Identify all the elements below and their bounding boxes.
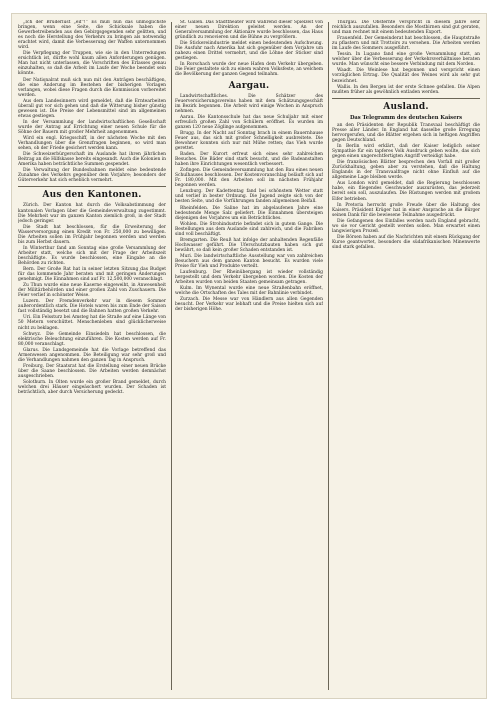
article-paragraph: Die Börsen haben auf die Nachrichten mit einem Rückgang der Kurse geantwortet, besonders die südafrikanischen Minenwerte sind stark gefallen.: [332, 234, 480, 250]
article-paragraph: In Pretoria herrscht große Freude über die Haltung des Kaisers. Präsident Krüger hat in einer Ansprache an die Bürger seinen Dank für die bewiesene Teilnahme ausgedrückt.: [332, 202, 480, 218]
article-paragraph: Aus London wird gemeldet, daß die Regierung beschlossen habe, ein fliegendes Geschwader auszurüsten, das jederzeit bereit sein soll, auszulaufen. Die Rüstungen werden mit großem Eifer betrieben.: [332, 181, 480, 202]
article-paragraph: Thurgau. Die Obsternte verspricht in diesem Jahre sehr reichlich auszufallen. Besonders die Mostbirnen sind gut geraten, und man rechnet mit einem bedeutenden Export.: [332, 20, 480, 36]
column-3: [332, 20, 480, 692]
article-paragraph: Solothurn. In Olten wurde ein großer Brand gemeldet, durch welchen drei Häuser eingeäschert wurden. Der Schaden ist beträchtlich, aber durch Versicherung gedeckt.: [18, 380, 166, 396]
article-paragraph: Zurzach. Die Messe war von Händlern aus allen Gegenden besucht. Der Verkehr war lebhaft und die Preise hielten sich auf der bisherigen Höhe.: [175, 297, 323, 313]
article-paragraph: In Winterthur fand am Sonntag eine große Versammlung der Arbeiter statt, welche sich mit der Frage der Arbeitszeit beschäftigte. Es wurde beschlossen, eine Eingabe an die Behörden zu richten.: [18, 245, 166, 266]
section-divider: [332, 98, 480, 99]
article-paragraph: Uri. Ein Felssturz bei Amsteg hat die Straße auf eine Länge von 50 Metern verschüttet. Menschenleben sind glücklicherweise nicht zu beklagen.: [18, 315, 166, 331]
article-paragraph: Zofingen. Die Gemeindeversammlung hat den Bau eines neuen Schulhauses beschlossen. Der Kostenvoranschlag beläuft sich auf Fr. 180,000. Mit den Arbeiten soll im nächsten Frühjahr begonnen werden.: [175, 168, 323, 189]
section-divider: [18, 186, 166, 187]
article-paragraph: Die Stadt hat beschlossen, für die Erweiterung der Wasserversorgung einen Kredit von Fr. 250,000 zu bewilligen. Die Arbeiten sollen im Frühjahr begonnen werden und werden bis zum Herbst dauern.: [18, 224, 166, 245]
column-divider: [328, 22, 329, 690]
article-paragraph: Lenzburg. Der Kadettentag fand bei schönstem Wetter statt und verlief in bester Ordnung. Die Jugend zeigte sich von der besten Seite, und die Vorführungen fanden allgemeinen Beifall.: [175, 189, 323, 205]
article-paragraph: Muri. Die landwirtschaftliche Ausstellung war von zahlreichen Besuchern aus dem ganzen Kanton besucht. Es wurden viele Preise für Vieh und Produkte verteilt.: [175, 253, 323, 270]
article-paragraph: Zu Thun wurde eine neue Kaserne eingeweiht, in Anwesenheit der Militärbehörden und einer großen Zahl von Zuschauern. Die Feier verlief in schönster Weise.: [18, 283, 166, 299]
article-paragraph: Freiburg. Der Staatsrat hat die Erstellung einer neuen Brücke über die Saane beschlossen. Die Arbeiten werden demnächst ausgeschrieben.: [18, 363, 166, 379]
article-paragraph: Luzern. Der Fremdenverkehr war in diesem Sommer außerordentlich stark. Die Hotels waren bis zum Ende der Saison fast vollständig besetzt und die Bahnen hatten großen Verkehr.: [18, 299, 166, 315]
column-divider: [171, 22, 172, 690]
article-paragraph: In Berlin wird erklärt, daß der Kaiser lediglich seiner Sympathie für ein tapferes Volk Ausdruck geben wollte, das sich gegen einen ungerechtfertigten Angriff verteidigt habe.: [332, 144, 480, 160]
article-paragraph: Glarus. Die Landsgemeinde hat die Vorlage betreffend das Armenwesen angenommen. Die Beteiligung war sehr groß und die Verhandlungen nahmen den ganzen Tag in Anspruch.: [18, 347, 166, 363]
article-paragraph: Wohlen. Die Strohindustrie befindet sich in gutem Gange. Die Bestellungen aus dem Auslande sind zahlreich, und die Fabriken sind voll beschäftigt.: [175, 221, 323, 237]
newspaper-page: [12, 14, 486, 698]
article-paragraph: Waadt. Die Weinlese hat begonnen und verspricht einen vorzüglichen Ertrag. Die Qualität des Weines wird als sehr gut bezeichnet.: [332, 68, 480, 84]
article-paragraph: Die Gefangenen des Einfalles werden nach England gebracht, wo sie vor Gericht gestellt werden sollen. Man erwartet einen langwierigen Prozeß.: [332, 218, 480, 234]
article-paragraph: an den Präsidenten der Republik Transvaal beschäftigt die Presse aller Länder. In England hat dasselbe große Erregung hervorgerufen, und die Blätter ergehen sich in heftigen Angriffen gegen Deutschland.: [332, 122, 480, 143]
article-paragraph: Frauenfeld. Der Gemeinderat hat beschlossen, die Hauptstraße zu pflastern und mit Trottoirs zu versehen. Die Arbeiten werden im Laufe des Sommers ausgeführt.: [332, 36, 480, 52]
article-paragraph: Kulm. Im Wynental wurde eine neue Straßenbahn eröffnet, welche die Ortschaften des Tales mit der Bahnlinie verbindet.: [175, 286, 323, 297]
article-paragraph: Aarau. Die Kantonsschule hat das neue Schuljahr mit einer erfreulich großen Zahl von Schülern eröffnet. Es wurden im ganzen 120 neue Zöglinge aufgenommen.: [175, 114, 323, 130]
article-paragraph: Die Verwaltung der Bundesbahnen meldet eine bedeutende Zunahme des Verkehrs gegenüber dem Vorjahre; besonders der Güterverkehr hat sich erheblich vermehrt.: [18, 168, 166, 184]
section-heading: Ausland.: [383, 101, 429, 112]
article-paragraph: Zürich. Der Kanton hat durch die Volksabstimmung der kantonalen Vorlagen über die Gemeindeverwaltung zugestimmt. Die Mehrheit war im ganzen Kanton ziemlich groß, in der Stadt jedoch geringer.: [18, 203, 166, 224]
article-paragraph: Die Stickereiindustrie meldet einen bedeutenden Aufschwung. Die Ausfuhr nach Amerika hat sich gegenüber dem Vorjahre um nahezu einen Drittel vermehrt, und die Löhne der Sticker sind gestiegen.: [175, 41, 323, 62]
article-paragraph: Brugg. In der Nacht auf Sonntag brach in einem Bauernhause Feuer aus, das sich mit großer Schnelligkeit ausbreitete. Die Bewohner konnten sich nur mit Mühe retten; das Vieh wurde gerettet.: [175, 130, 323, 151]
article-paragraph: Aus dem Landesinnern wird gemeldet, daß die Erntearbeiten überall gut vor sich gehen und daß die Witterung bisher günstig gewesen ist. Die Preise der Lebensmittel sind im allgemeinen etwas gestiegen.: [18, 98, 166, 119]
article-paragraph: Wird ein engl. Kriegsschiff, in der nächsten Woche mit den Verhandlungen über die Grenzfragen beginnen, so wird man sehen, ob der Friede gesichert werden kann.: [18, 136, 166, 152]
article-paragraph: Die Verpflegung der Truppen, wie sie in den Unterredungen ersichtlich ist, dürfte wohl kaum allen Anforderungen genügen. Man hat nicht unterlassen, die Vorschriften des Erlasses genau einzuhalten, so daß die Arbeit im Laufe der Woche beendet sein könnte.: [18, 51, 166, 77]
article-paragraph: In der Versammlung der landwirtschaftlichen Gesellschaft wurde der Antrag auf Errichtung einer neuen Schule für die Söhne der Bauern mit großer Mehrheit angenommen.: [18, 119, 166, 135]
article-paragraph: Tessin. In Lugano fand eine große Versammlung statt, an welcher über die Verbesserung der Verkehrsverhältnisse beraten wurde. Man wünscht eine bessere Verbindung mit dem Norden.: [332, 52, 480, 68]
article-paragraph: Schwyz. Die Gemeinde Einsiedeln hat beschlossen, die elektrische Beleuchtung einzuführen. Die Kosten werden auf Fr. 80,000 veranschlagt.: [18, 331, 166, 347]
column-2: [175, 20, 323, 692]
article-paragraph: St. Gallen. Das Stadttheater wird während dieser Spielzeit von einer neuen Direktion geleitet werden. An der Generalversammlung der Aktionäre wurde beschlossen, das Haus gründlich zu renovieren und die Bühne zu vergrößern.: [175, 20, 323, 41]
article-paragraph: Landwirtschaftliches. Die Schätzer des Feuerversicherungsvereins haben mit dem Schätzungsgeschäft im Bezirk begonnen. Die Arbeit wird einige Wochen in Anspruch nehmen.: [175, 93, 323, 114]
article-paragraph: Bern. Der Große Rat hat in seiner letzten Sitzung das Budget für das kommende Jahr beraten und mit geringen Änderungen genehmigt. Die Einnahmen sind auf Fr. 12,500,000 veranschlagt.: [18, 267, 166, 283]
section-heading: Aargau.: [228, 80, 270, 91]
article-paragraph: Rheinfelden. Die Saline hat im abgelaufenen Jahre eine bedeutende Menge Salz geliefert. Die Einnahmen übersteigen diejenigen des Vorjahres um ein Beträchtliches.: [175, 205, 323, 221]
section-heading: Aus den Kantonen.: [42, 190, 142, 201]
article-paragraph: Die französischen Blätter besprechen den Vorfall mit großer Zurückhaltung, geben aber zu verstehen, daß die Haltung Englands in der Transvaalfrage nicht ohne Einfluß auf die allgemeine Lage bleiben werde.: [332, 160, 480, 181]
article-paragraph: Die Schweizerbürgerschaft im Auslande hat ihren jährlichen Beitrag an die Hilfskasse bereits eingesandt. Auch die Kolonien in Amerika haben beträchtliche Summen gespendet.: [18, 152, 166, 168]
article-paragraph: In Rorschach wurde der neue Hafen dem Verkehr übergeben. Die Feier gestaltete sich zu einem wahren Volksfeste, an welchem die Bevölkerung der ganzen Gegend teilnahm.: [175, 62, 323, 78]
article-paragraph: Bremgarten. Die Reuß hat infolge der anhaltenden Regenfälle Hochwasser geführt. Die Uferschutzbauten haben sich gut bewährt, so daß kein großer Schaden entstanden ist.: [175, 237, 323, 253]
article-paragraph: „Ich der Brüderlust „eif“!“ Es muß nun das unmöglichste bringen, wenn eine Seite, die Schicksale haben die Gewerbetreibenden aus den Gebirgsgegenden sehr gelitten, und es noch die Herstellung des Verkehrs zu bringen als notwendig erachtet wird, damit die Verbesserung der Waffen unternommen wird.: [18, 20, 166, 51]
article-paragraph: Wallis. In den Bergen ist der erste Schnee gefallen. Die Alpen mußten früher als gewöhnlich entladen werden.: [332, 84, 480, 95]
article-paragraph: Der Nationalrat muß sich nun mit den Anträgen beschäftigen, die eine Änderung im Bestehen der bisherigen Vorlagen verlangen, wobei diese Fragen durch die Kommission vorbereitet werden.: [18, 77, 166, 98]
article-paragraph: Laufenburg. Der Rheinübergang ist wieder vollständig hergestellt und dem Verkehr übergeben worden. Die Kosten der Arbeiten wurden von beiden Staaten gemeinsam getragen.: [175, 270, 323, 286]
article-paragraph: Baden. Der Kurort erfreut sich eines sehr zahlreichen Besuches. Die Bäder sind stark besucht, und die Badeanstalten haben ihre Einrichtungen wesentlich verbessert.: [175, 152, 323, 168]
column-1: [18, 20, 166, 692]
article-headline: Das Telegramm des deutschen Kaisers: [349, 114, 463, 121]
